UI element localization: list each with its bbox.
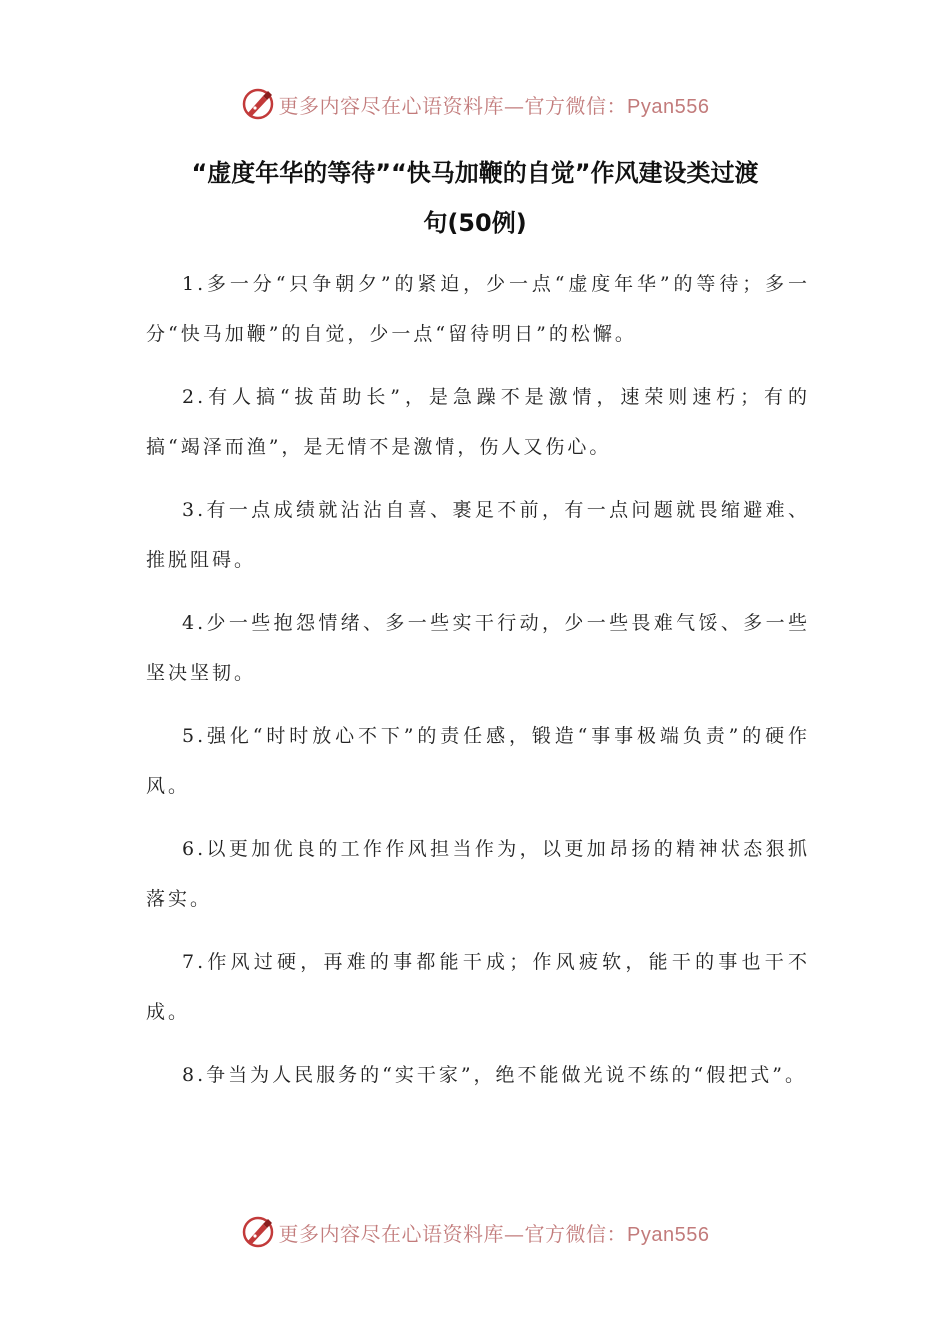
wechat-id: Pyan556: [627, 95, 710, 118]
paragraph-2: 2.有人搞“拔苗助长”，是急躁不是激情，速荣则速朽；有的搞“竭泽而渔”，是无情不是激情，伤人又伤心。: [146, 386, 810, 458]
paragraph-5: 5.强化“时时放心不下”的责任感，锻造“事事极端负责”的硬作风。: [146, 725, 810, 797]
header-banner: [0, 84, 950, 124]
wechat-id: Pyan556: [627, 1223, 710, 1246]
paragraph-3: 3.有一点成绩就沾沾自喜、裹足不前，有一点问题就畏缩避难、推脱阻碍。: [146, 499, 810, 571]
paragraph-6: 6.以更加优良的工作作风担当作为，以更加昂扬的精神状态狠抓落实。: [146, 838, 810, 910]
document-body: [146, 259, 810, 1113]
paragraph-7: 7.作风过硬，再难的事都能干成；作风疲软，能干的事也干不成。: [146, 951, 810, 1023]
title-line-2: 句(50例): [423, 209, 527, 237]
fountain-pen-logo-icon: [241, 1215, 275, 1249]
title-line-1: “虚度年华的等待”“快马加鞭的自觉”作风建设类过渡: [191, 159, 759, 187]
document-title: [110, 148, 840, 248]
paragraph-8: 8.争当为人民服务的“实干家”，绝不能做光说不练的“假把式”。: [182, 1064, 807, 1086]
banner-text: 更多内容尽在心语资料库—官方微信：Pyan556: [278, 93, 710, 118]
footer-banner: [0, 1212, 950, 1252]
paragraph-4: 4.少一些抱怨情绪、多一些实干行动，少一些畏难气馁、多一些坚决坚韧。: [146, 612, 810, 684]
fountain-pen-logo-icon: [241, 87, 275, 121]
paragraph-1: 1.多一分“只争朝夕”的紧迫，少一点“虚度年华”的等待；多一分“快马加鞭”的自觉，少一点“留待明日”的松懈。: [146, 273, 810, 345]
banner-text: 更多内容尽在心语资料库—官方微信：Pyan556: [278, 1221, 710, 1246]
